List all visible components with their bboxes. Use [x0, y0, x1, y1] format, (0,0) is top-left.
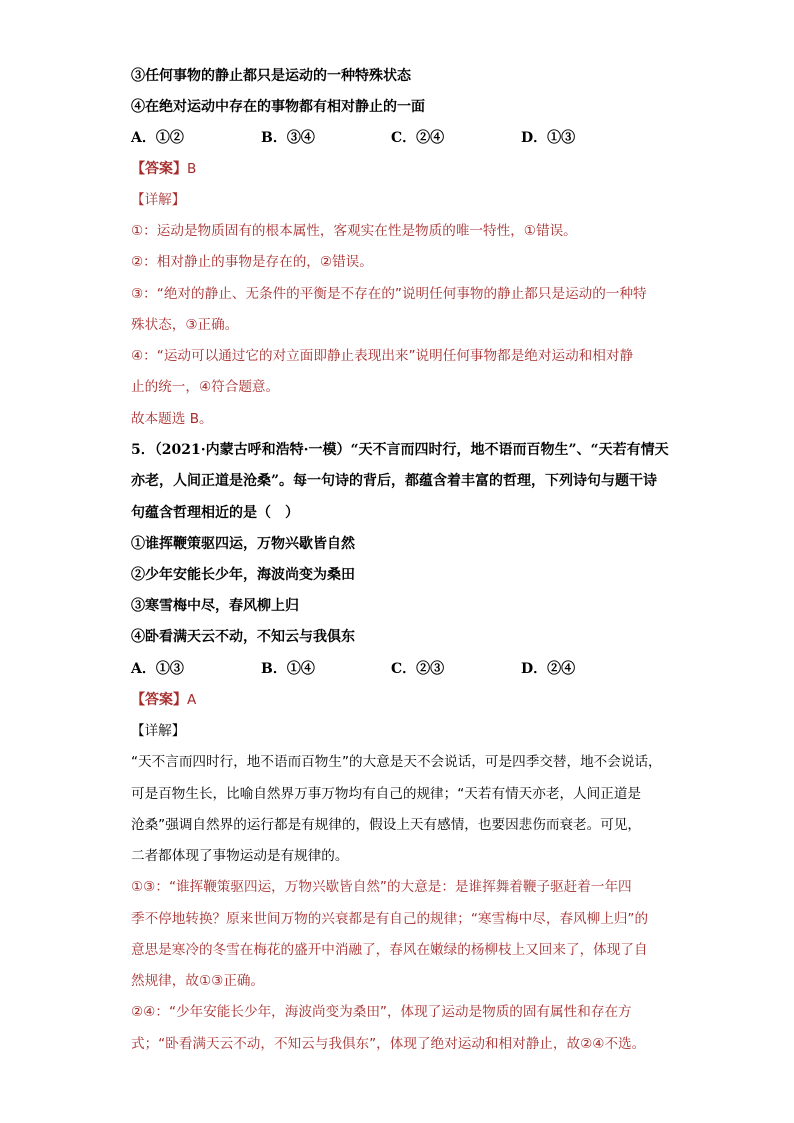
q4-conclusion: 故本题选 B。	[131, 411, 213, 427]
q5-para1-line-2: 可是百物生长，比喻自然界万事万物均有自己的规律；“天若有情天亦老，人间正道是	[131, 786, 642, 802]
q5-para3-line-1: ②④：“少年安能长少年，海波尚变为桑田”，体现了运动是物质的固有属性和存在方	[131, 1004, 632, 1020]
q4-statement-4: ④在绝对运动中存在的事物都有相对静止的一面	[131, 99, 425, 115]
q5-para3-line-2: 式；“卧看满天云不动，不知云与我俱东”，体现了绝对运动和相对静止，故②④不选。	[131, 1036, 646, 1052]
q5-para2-line-1: ①③：“谁挥鞭策驱四运，万物兴歇皆自然”的大意是：是谁挥舞着鞭子驱赶着一年四	[131, 879, 632, 895]
q5-para2-line-2: 季不停地转换？原来世间万物的兴衰都是有自己的规律；“寒雪梅中尽，春风柳上归”的	[131, 911, 649, 927]
q5-statement-2: ②少年安能长少年，海波尚变为桑田	[131, 567, 355, 583]
q5-statement-4: ④卧看满天云不动，不知云与我俱东	[131, 629, 355, 645]
q5-para2-line-4: 然规律，故①③正确。	[131, 973, 265, 989]
q5-statement-3: ③寒雪梅中尽，春风柳上归	[131, 598, 299, 614]
q5-option-d: D．②④	[521, 661, 576, 677]
q5-para1-line-1: “天不言而四时行，地不语而百物生”的大意是天不会说话，可是四季交替，地不会说话，	[131, 754, 662, 770]
q5-options	[131, 659, 651, 679]
q4-explain-2: ②：相对静止的事物是存在的，②错误。	[131, 254, 373, 270]
q4-option-d: D．①③	[521, 130, 576, 146]
q5-stem-1: 5．（2021·内蒙古呼和浩特·一模）“天不言而四时行，地不语而百物生”、“天若有情天	[131, 442, 669, 458]
q4-explain-5: ④：“运动可以通过它的对立面即静止表现出来”说明任何事物都是绝对运动和相对静	[131, 348, 634, 364]
q4-explain-1: ①：运动是物质固有的根本属性，客观实在性是物质的唯一特性，①错误。	[131, 223, 577, 239]
q4-options	[131, 128, 651, 148]
q4-answer-tag: 【答案】	[131, 161, 187, 177]
q5-option-a: A．①③	[131, 661, 184, 677]
q5-para1-line-4: 二者都体现了事物运动是有规律的。	[131, 848, 349, 864]
q4-explain-6: 止的统一，④符合题意。	[131, 379, 280, 395]
q4-option-c: C．②④	[391, 130, 445, 146]
q4-explain-3: ③：“绝对的静止、无条件的平衡是不存在的”说明任何事物的静止都只是运动的一种特	[131, 286, 647, 302]
q5-answer-tag: 【答案】	[131, 692, 187, 708]
q5-stem-3: 句蕴含哲理相近的是（ ）	[131, 505, 299, 521]
q4-statement-3: ③任何事物的静止都只是运动的一种特殊状态	[131, 68, 411, 84]
q4-answer-value: B	[187, 161, 197, 177]
q5-answer-value: A	[187, 692, 197, 708]
q4-option-a: A．①②	[131, 130, 184, 146]
q5-answer	[131, 690, 196, 710]
q4-answer	[131, 159, 196, 179]
q5-stem-2: 亦老，人间正道是沧桑”。每一句诗的背后，都蕴含着丰富的哲理，下列诗句与题干诗	[131, 473, 658, 489]
q5-para1-line-3: 沧桑”强调自然界的运行都是有规律的，假设上天有感情，也要因悲伤而衰老。可见，	[131, 817, 642, 833]
q4-detail-tag: 【详解】	[131, 192, 186, 208]
q4-explain-4: 殊状态，③正确。	[131, 317, 239, 333]
q4-option-b: B．③④	[261, 130, 315, 146]
q5-option-c: C．②③	[391, 661, 445, 677]
q5-statement-1: ①谁挥鞭策驱四运，万物兴歇皆自然	[131, 536, 355, 552]
q5-option-b: B．①④	[261, 661, 315, 677]
q5-para2-line-3: 意思是寒冷的冬雪在梅花的盛开中消融了，春风在嫩绿的杨柳枝上又回来了，体现了自	[131, 942, 648, 958]
q5-detail-tag: 【详解】	[131, 723, 186, 739]
